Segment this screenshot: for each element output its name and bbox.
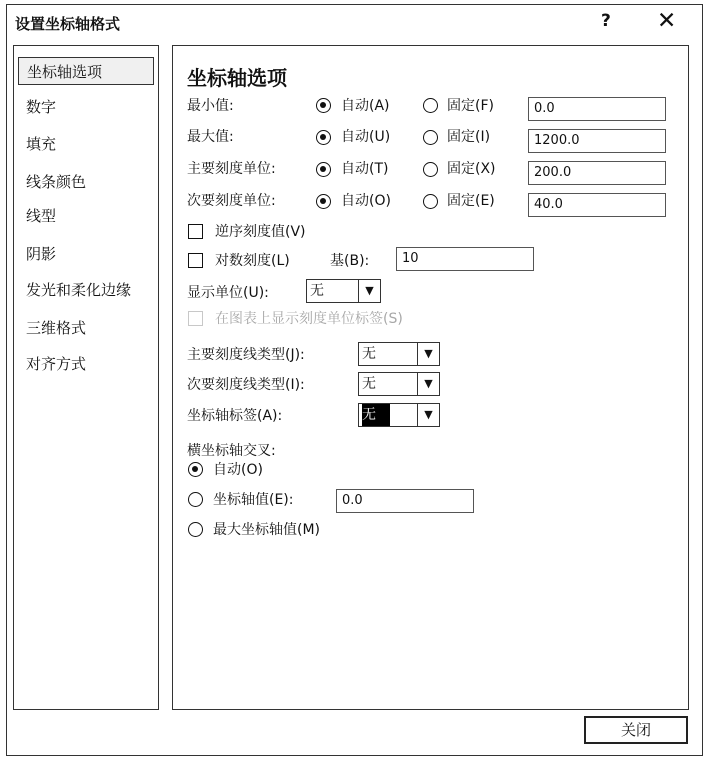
sidebar-item-number[interactable]: 数字 xyxy=(26,98,57,116)
minor-unit-fixed-label: 固定(E) xyxy=(447,193,495,209)
sidebar-item-shadow[interactable]: 阴影 xyxy=(26,245,57,263)
show-units-label-text: 在图表上显示刻度单位标签(S) xyxy=(215,311,403,327)
sidebar-item-axis-options[interactable]: 坐标轴选项 xyxy=(18,57,154,85)
major-tick-value: 无 xyxy=(362,346,376,362)
max-value-input[interactable]: 1200.0 xyxy=(528,129,666,153)
min-auto-radio[interactable] xyxy=(316,98,331,113)
major-unit-auto-radio[interactable] xyxy=(316,162,331,177)
max-auto-label: 自动(U) xyxy=(341,129,391,145)
cross-max-label: 最大坐标轴值(M) xyxy=(213,522,321,538)
major-unit-fixed-radio[interactable] xyxy=(423,162,438,177)
max-auto-radio[interactable] xyxy=(316,130,331,145)
major-unit-value-input[interactable]: 200.0 xyxy=(528,161,666,185)
min-fixed-label: 固定(F) xyxy=(447,98,494,114)
min-fixed-radio[interactable] xyxy=(423,98,438,113)
chevron-down-icon[interactable]: ▼ xyxy=(417,343,439,365)
sidebar-item-alignment[interactable]: 对齐方式 xyxy=(26,355,87,373)
sidebar-item-line-color[interactable]: 线条颜色 xyxy=(26,173,87,191)
display-units-label: 显示单位(U): xyxy=(187,285,269,301)
reverse-order-checkbox[interactable] xyxy=(188,224,203,239)
minor-tick-label: 次要刻度线类型(I): xyxy=(187,377,305,393)
minor-unit-auto-label: 自动(O) xyxy=(341,193,391,209)
major-tick-label: 主要刻度线类型(J): xyxy=(187,347,305,363)
sidebar-item-fill[interactable]: 填充 xyxy=(26,135,57,153)
cross-auto-radio[interactable] xyxy=(188,462,203,477)
sidebar-item-glow-soft-edges[interactable]: 发光和柔化边缘 xyxy=(26,281,132,299)
display-units-select[interactable] xyxy=(306,279,381,303)
major-tick-select[interactable] xyxy=(358,342,440,366)
display-units-value: 无 xyxy=(310,283,324,299)
axis-labels-select[interactable] xyxy=(358,403,440,427)
sidebar-item-3d-format[interactable]: 三维格式 xyxy=(26,319,87,337)
major-unit-label: 主要刻度单位: xyxy=(187,161,276,177)
min-label: 最小值: xyxy=(187,98,234,114)
major-unit-auto-label: 自动(T) xyxy=(341,161,389,177)
chevron-down-icon[interactable]: ▼ xyxy=(417,373,439,395)
min-value-input[interactable]: 0.0 xyxy=(528,97,666,121)
log-base-input[interactable]: 10 xyxy=(396,247,534,271)
sidebar-item-line-style[interactable]: 线型 xyxy=(26,207,57,225)
log-scale-checkbox[interactable] xyxy=(188,253,203,268)
show-units-label-checkbox[interactable] xyxy=(188,311,203,326)
minor-unit-label: 次要刻度单位: xyxy=(187,193,276,209)
reverse-order-label: 逆序刻度值(V) xyxy=(215,224,306,240)
close-icon[interactable]: ✕ xyxy=(657,8,677,34)
major-unit-fixed-label: 固定(X) xyxy=(447,161,496,177)
minor-unit-value-input[interactable]: 40.0 xyxy=(528,193,666,217)
axis-options-panel xyxy=(172,45,689,710)
dialog-title: 设置坐标轴格式 xyxy=(15,15,121,33)
cross-max-radio[interactable] xyxy=(188,522,203,537)
axis-cross-title: 横坐标轴交叉: xyxy=(187,443,276,459)
chevron-down-icon[interactable]: ▼ xyxy=(358,280,380,302)
minor-tick-value: 无 xyxy=(362,376,376,392)
max-fixed-radio[interactable] xyxy=(423,130,438,145)
help-button[interactable]: ? xyxy=(601,11,611,31)
close-button[interactable]: 关闭 xyxy=(584,716,688,744)
min-auto-label: 自动(A) xyxy=(341,98,390,114)
minor-unit-fixed-radio[interactable] xyxy=(423,194,438,209)
chevron-down-icon[interactable]: ▼ xyxy=(417,404,439,426)
minor-tick-select[interactable] xyxy=(358,372,440,396)
minor-unit-auto-radio[interactable] xyxy=(316,194,331,209)
log-base-label: 基(B): xyxy=(330,253,370,269)
cross-auto-label: 自动(O) xyxy=(213,462,263,478)
cross-value-radio[interactable] xyxy=(188,492,203,507)
category-sidebar xyxy=(13,45,159,710)
axis-labels-label: 坐标轴标签(A): xyxy=(187,408,283,424)
log-scale-label: 对数刻度(L) xyxy=(215,253,290,269)
axis-labels-value: 无 xyxy=(362,404,390,426)
panel-heading: 坐标轴选项 xyxy=(187,66,287,90)
cross-value-label: 坐标轴值(E): xyxy=(213,492,294,508)
max-fixed-label: 固定(I) xyxy=(447,129,491,145)
cross-value-input[interactable]: 0.0 xyxy=(336,489,474,513)
max-label: 最大值: xyxy=(187,129,234,145)
